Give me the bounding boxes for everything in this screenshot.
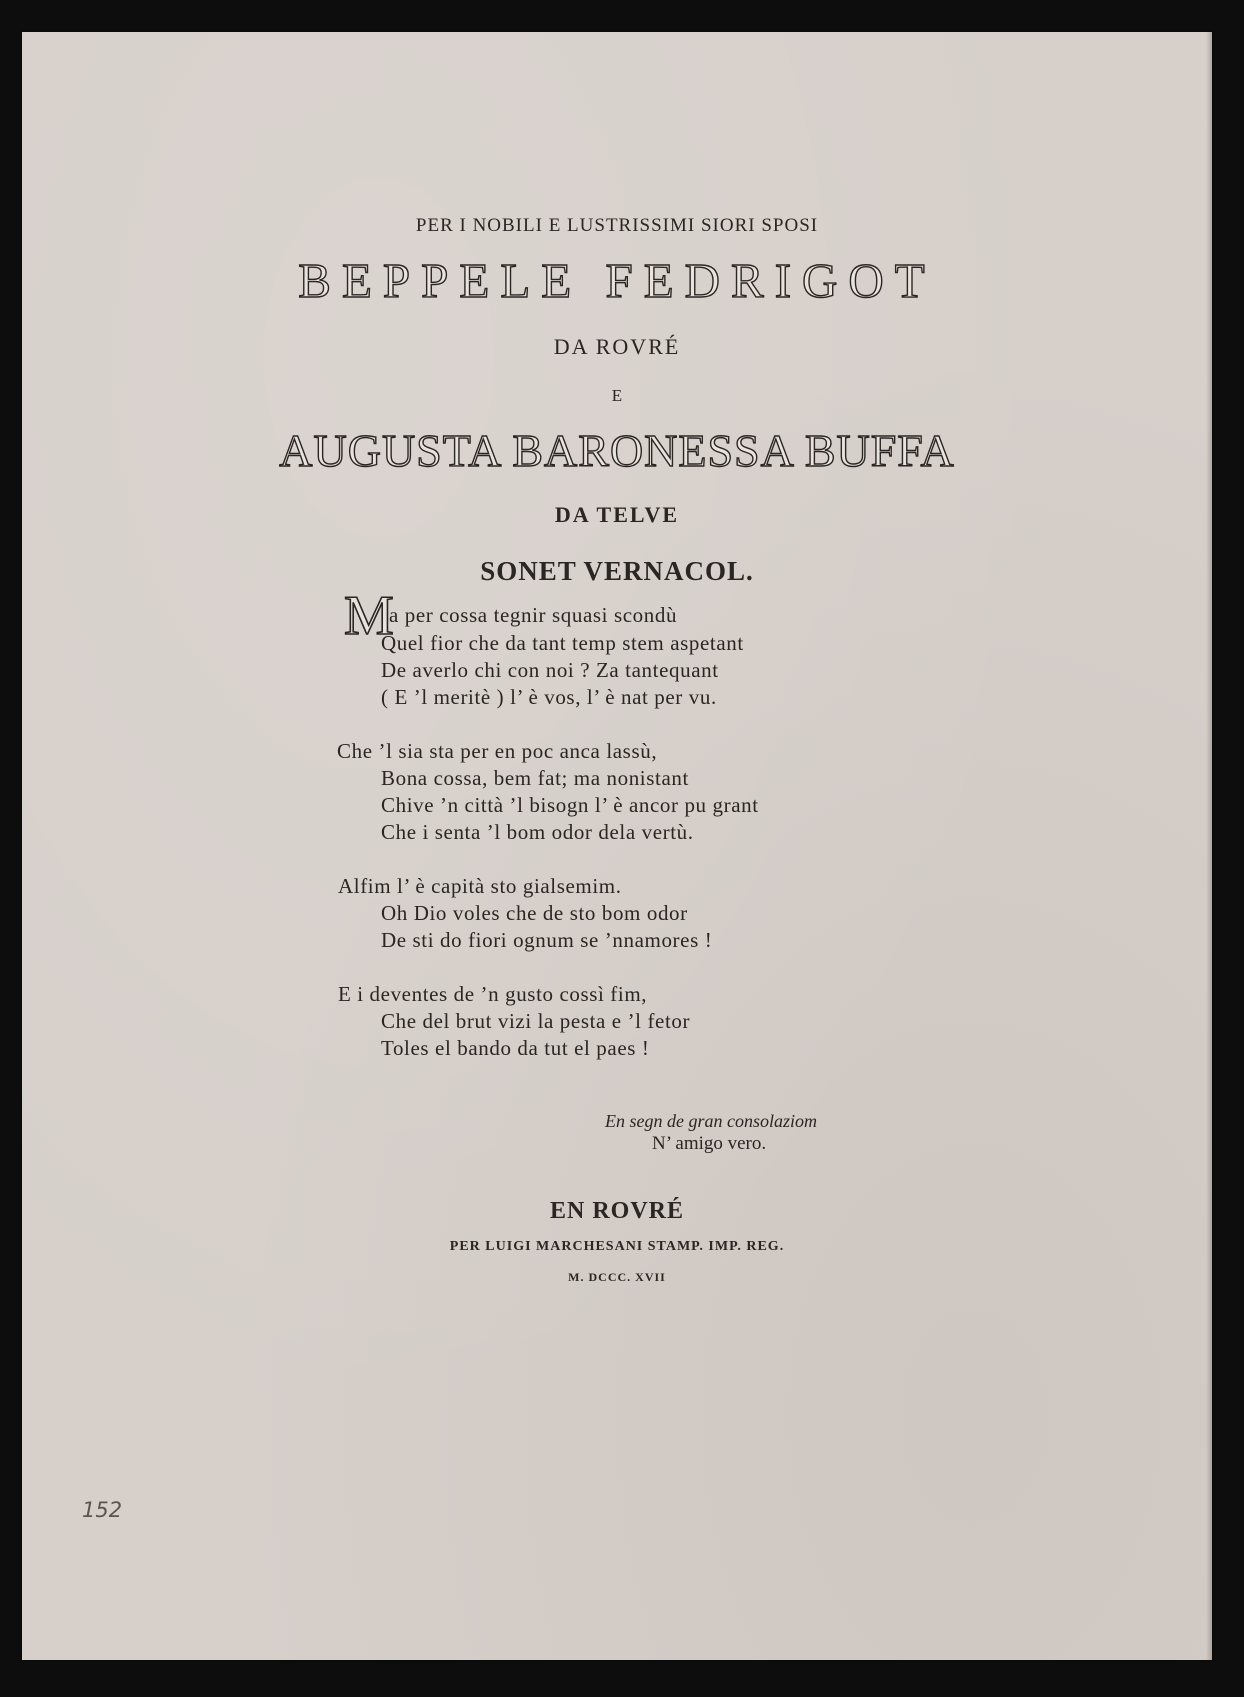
poem-line: Che i senta ’l bom odor dela vertù. <box>381 820 694 844</box>
conjunction: E <box>611 386 623 405</box>
poem-line: E i deventes de ’n gusto cossì fim, <box>338 982 648 1006</box>
broadside-content <box>22 32 1212 1660</box>
groom-name: BEPPELE FEDRIGOT <box>298 253 936 308</box>
poem-line: Oh Dio voles che de sto bom odor <box>381 901 688 925</box>
poem-line: a per cossa tegnir squasi scondù <box>389 603 678 627</box>
paper-sheet <box>22 32 1212 1660</box>
poem-line: Quel fior che da tant temp stem aspetant <box>381 631 744 655</box>
signature-dedication: En segn de gran consolaziom <box>605 1111 817 1131</box>
groom-place: DA ROVRÉ <box>553 334 681 359</box>
drop-cap: M <box>344 585 394 647</box>
imprint-place: EN ROVRÉ <box>549 1198 684 1224</box>
poem-genre-title: SONET VERNACOL. <box>480 556 754 586</box>
bride-name: AUGUSTA BARONESSA BUFFA <box>279 425 955 476</box>
signature-name: N’ amigo vero. <box>652 1133 767 1154</box>
poem-line: Bona cossa, bem fat; ma nonistant <box>381 766 689 790</box>
dedication-heading: PER I NOBILI E LUSTRISSIMI SIORI SPOSI <box>415 215 819 236</box>
poem-line: Che del brut vizi la pesta e ’l fetor <box>381 1009 691 1033</box>
poem-line: De sti do fiori ognum se ’nnamores ! <box>381 928 713 952</box>
imprint-date: M. DCCC. XVII <box>568 1270 666 1284</box>
bride-place: DA TELVE <box>554 502 680 527</box>
poem-line: ( E ’l meritè ) l’ è vos, l’ è nat per vu. <box>381 685 717 709</box>
poem-line: De averlo chi con noi ? Za tantequant <box>381 658 719 682</box>
poem-line: Alfim l’ è capità sto gialsemim. <box>338 874 622 898</box>
imprint-printer: PER LUIGI MARCHESANI STAMP. IMP. REG. <box>449 1239 785 1254</box>
poem-line: Toles el bando da tut el paes ! <box>381 1036 650 1060</box>
poem-line: Che ’l sia sta per en poc anca lassù, <box>337 739 658 763</box>
pencil-annotation: 152 <box>82 1498 123 1522</box>
poem-line: Chive ’n città ’l bisogn l’ è ancor pu grant <box>381 793 759 817</box>
